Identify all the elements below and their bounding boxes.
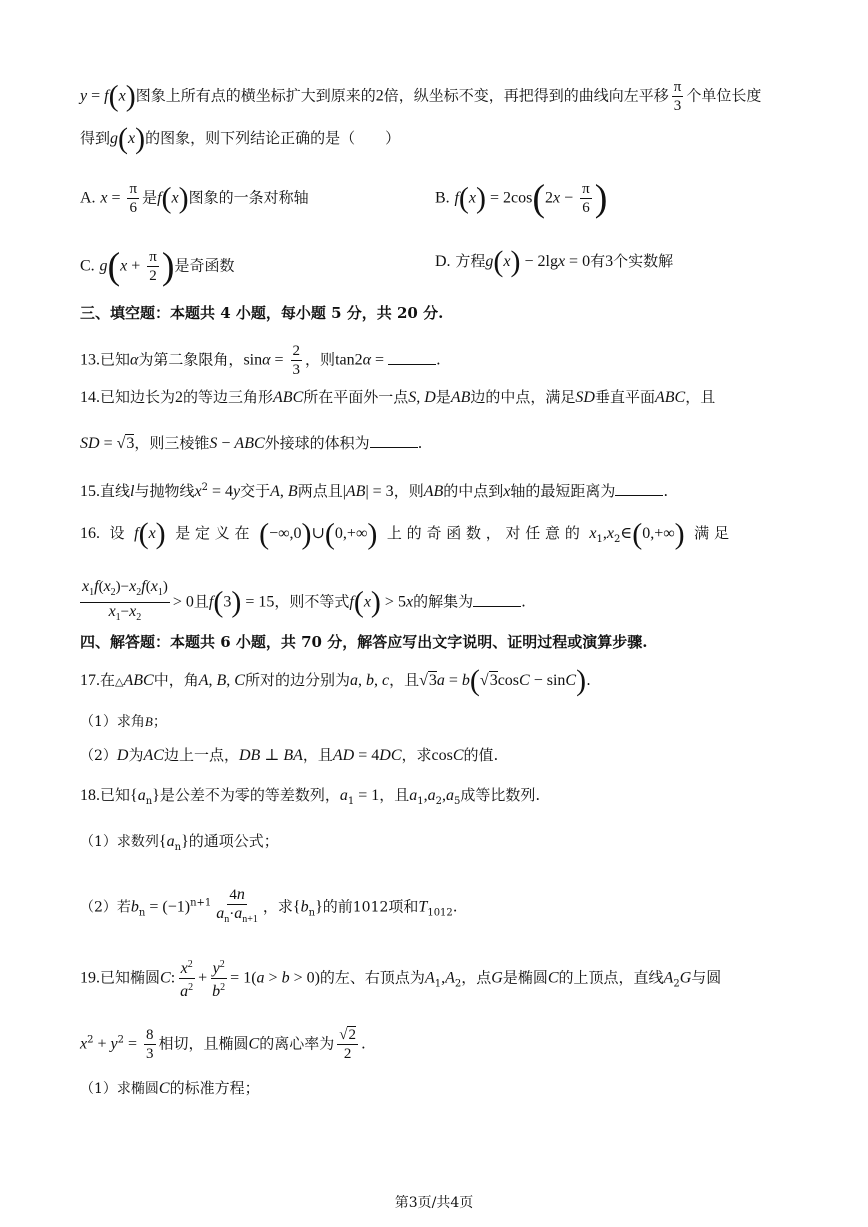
q14-t4: 是 (435, 388, 451, 406)
q14-t3: 所在平面外一点 (303, 388, 409, 406)
q17-p2b: 为 (128, 746, 144, 764)
q19-t6: 与圆 (691, 968, 722, 987)
q17-p1e: ； (152, 714, 167, 730)
q14-t10: . (417, 434, 423, 452)
q19-t9: . (360, 1034, 366, 1053)
q12-text-c: 个单位长度 (686, 86, 762, 105)
option-a-text: 是 (142, 188, 158, 207)
option-d-text3: 个实数解 (613, 252, 674, 270)
q19-t8: 的离心率为 (259, 1034, 335, 1053)
q14-t8: ，则三棱锥 (134, 434, 210, 452)
q16-t1: 设 (109, 524, 125, 542)
option-d-label: D. (435, 253, 451, 270)
q18-t2: 是公差不为零的等差数列， (159, 786, 340, 804)
q16-t2: 是 定 义 在 (175, 524, 250, 542)
q15-t1: 直线 (100, 482, 131, 500)
q17-p2d: ，且 (302, 746, 333, 764)
question-19-line2: $x^2 + y^2$ = $\frac{8}{3}$ 相切，且椭圆C的离心率为 $\frac{√2}{2}$ . (80, 1027, 366, 1062)
q17-part1 (80, 712, 167, 732)
q17-t5: . (586, 671, 591, 689)
option-a-text2: 图象的一条对称轴 (188, 188, 309, 207)
q17-part2: （2）D为AC边上一点，DB ⊥ BA，且AD = 4DC，求cosC的值. (80, 746, 499, 764)
fraction-pi-3: $\frac{\pi}{3}$ (673, 79, 682, 114)
q19-t4: 是椭圆 (502, 968, 548, 987)
option-b-label: B. (435, 189, 450, 207)
q18-p1a: （1）求数列 (80, 834, 159, 850)
q19-t5: 的上顶点，直线 (558, 968, 664, 987)
q17-p1: （1）求角 (80, 714, 145, 730)
q12-text-b: 倍，纵坐标不变，再把得到的曲线向左平移 (383, 86, 669, 105)
q16-t7: 的解集为 (413, 592, 474, 611)
q19-t3: ，点 (461, 968, 492, 987)
section-3-title: 三、填空题：本题共 4 小题，每小题 5 分，共 20 分. (80, 304, 444, 322)
q16-t5: 且 (193, 592, 209, 611)
q17-p2c: 边上一点， (163, 746, 239, 764)
q17-p2e: ，求 (401, 746, 432, 764)
q17-p2a: （2） (80, 748, 117, 764)
q18-p2e: . (452, 897, 458, 916)
q15-t7: 轴的最短距离为 (510, 482, 616, 500)
q17-t3: 所对的边分别为 (244, 671, 350, 689)
q18-part2: （2）若$b_n = (-1)^{n+1}$ $\frac{4n}{a_n\cdot a_{n+1}}$ ，求$\{b_n\}$的前1012项和$T_{1012}$. (80, 886, 458, 925)
question-14-line2: SD = √3，则三棱锥S − ABC外接球的体积为 . (80, 434, 423, 452)
q16-t4: 满 足 (694, 524, 729, 542)
q19-p1b: 的标准方程； (169, 1079, 260, 1097)
section-4-title: 四、解答题：本题共 6 小题，共 70 分，解答应写出文字说明、证明过程或演算步骤. (80, 633, 648, 651)
q17-t4: ，且 (389, 671, 420, 689)
q15-t2: 与抛物线 (134, 482, 195, 500)
q14-t1: 已知边长为 (100, 388, 176, 406)
q19-part1: （1）求椭圆C的标准方程； (80, 1079, 260, 1097)
option-d-num: 3 (605, 253, 614, 270)
q15-t8: . (663, 482, 669, 500)
q15-t5: ，则 (393, 482, 424, 500)
question-16-line1: 16. 设 f(x) 是 定 义 在 (−∞,0)∪(0,+∞) 上 的 奇 函 数 ， 对 任 意 的 $x_1,x_2\in(0,+\infty)$ 满 足 (80, 517, 729, 551)
q12-text: 图象上所有点的横坐标扩大到原来的 (135, 86, 376, 105)
q12-line2-b: 的图象，则下列结论正确的是（ ） (145, 129, 401, 147)
page-footer: 第3页/共4页 (394, 1195, 474, 1211)
q13-t2: 为第二象限角， (138, 350, 244, 369)
q18-t3: ，且 (379, 786, 410, 804)
q18-num: 18. (80, 787, 100, 804)
q18-p2a: （2）若 (80, 899, 131, 916)
q13-t3: ，则 (305, 350, 336, 369)
q19-num: 19. (80, 969, 100, 987)
option-c-label: C. (80, 257, 95, 275)
q18-p2c: 的前 (322, 897, 353, 916)
q17-p1v: B (144, 714, 153, 729)
q14-n1: 2 (175, 389, 184, 406)
q19-p1a: （1）求椭圆 (80, 1081, 159, 1097)
q16-t3: 上 的 奇 函 数 ， 对 任 意 的 (386, 524, 580, 542)
q12-line1: y = f(x)图象上所有点的横坐标扩大到原来的2倍，纵坐标不变，再把得到的曲线向左平移 $\frac{\pi}{3}$ 个单位长度 (80, 79, 762, 114)
q19-t7: 相切，且椭圆 (158, 1034, 249, 1053)
q17-t2: 中，角 (153, 671, 199, 689)
question-17: 17.在△ABC中，角A, B, C所对的边分别为a, b, c，且√3a = b(√3cosC − sinC). (80, 664, 591, 697)
q12-option-d: D. 方程g(x) − 2lgx = 0有3个实数解 (435, 245, 674, 278)
q14-t7: ，且 (685, 388, 716, 406)
question-16-line2: $\frac{x_1f(x_2)-x_2f(x_1)}{x_1-x_2}$ > 0且f(3) = 15，则不等式f(x) > 5x的解集为 . (82, 578, 526, 623)
q12-line2-a: 得到 (80, 129, 111, 147)
q18-p1b: 的通项公式； (188, 832, 279, 850)
q15-t3: 交于 (240, 482, 271, 500)
q18-p2b: ，求 (262, 897, 293, 916)
q18-p2d: 项和 (388, 897, 419, 916)
question-13: 13.已知α为第二象限角，sinα = $\frac{2}{3}$ ，则tan2α = . (80, 343, 441, 378)
q14-t6: 垂直平面 (594, 388, 655, 406)
q13-t4: . (436, 350, 441, 369)
q14-num: 14. (80, 389, 100, 406)
q17-t1: 在 (100, 671, 116, 689)
q15-num: 15. (80, 483, 100, 500)
q16-num: 16. (80, 525, 100, 542)
option-a-label: A. (80, 189, 96, 207)
question-18: 18.已知$\{a_n\}$是公差不为零的等差数列，$a_1 = 1$，且$a_1,a_2,a_5$成等比数列. (80, 786, 541, 807)
q18-t1: 已知 (100, 786, 131, 804)
q12-line2: 得到g(x)的图象，则下列结论正确的是（ ） (80, 122, 401, 155)
q14-t9: 外接球的体积为 (264, 434, 370, 452)
q16-t6: ，则不等式 (274, 592, 350, 611)
q18-part1: （1）求数列$\{a_n\}$的通项公式； (80, 832, 279, 853)
q14-t5: 边的中点，满足 (470, 388, 576, 406)
q12-option-c: C. g(x + $\frac{\pi}{2}$ )是奇函数 (80, 245, 235, 288)
q12-option-a: A. x = $\frac{\pi}{6}$ 是f(x)图象的一条对称轴 (80, 181, 309, 216)
q14-t2: 的等边三角形 (183, 388, 274, 406)
option-c-text: 是奇函数 (174, 256, 235, 275)
q13-t1: 已知 (100, 350, 131, 369)
q18-t4: 成等比数列. (460, 786, 541, 804)
q12-num: 2 (375, 87, 384, 105)
question-19-line1: 19.已知椭圆C: $\frac{x^2}{a^2}$ + $\frac{y^2}{b^2}$ = 1(a > b > 0)的左、右顶点为$A_1,A_2$，点G是椭圆C的上顶点，直线$A_2G$与圆 (80, 956, 721, 1001)
option-d-text1: 方程 (455, 252, 486, 270)
q12-option-b: B. f(x) = 2cos(2x − $\frac{\pi}{6}$ ) (435, 177, 608, 220)
q17-p2f: 的值. (463, 746, 499, 764)
q18-p2n: 1012 (352, 899, 389, 916)
q19-t1: 已知椭圆 (100, 968, 161, 987)
q15-t6: 的中点到 (443, 482, 504, 500)
q19-t2: 的左、右顶点为 (319, 968, 425, 987)
q17-num: 17. (80, 672, 100, 689)
question-15: 15.直线l与抛物线$x^2 = 4y$交于A, B两点且|AB| = 3，则AB的中点到x轴的最短距离为 . (80, 482, 669, 500)
option-d-text2: 有 (590, 252, 606, 270)
question-14-line1: 14.已知边长为2的等边三角形ABC所在平面外一点S, D是AB边的中点，满足SD垂直平面ABC，且 (80, 388, 716, 406)
q13-num: 13. (80, 351, 100, 369)
q15-t4: 两点且 (297, 482, 343, 500)
q16-t8: . (521, 592, 526, 611)
